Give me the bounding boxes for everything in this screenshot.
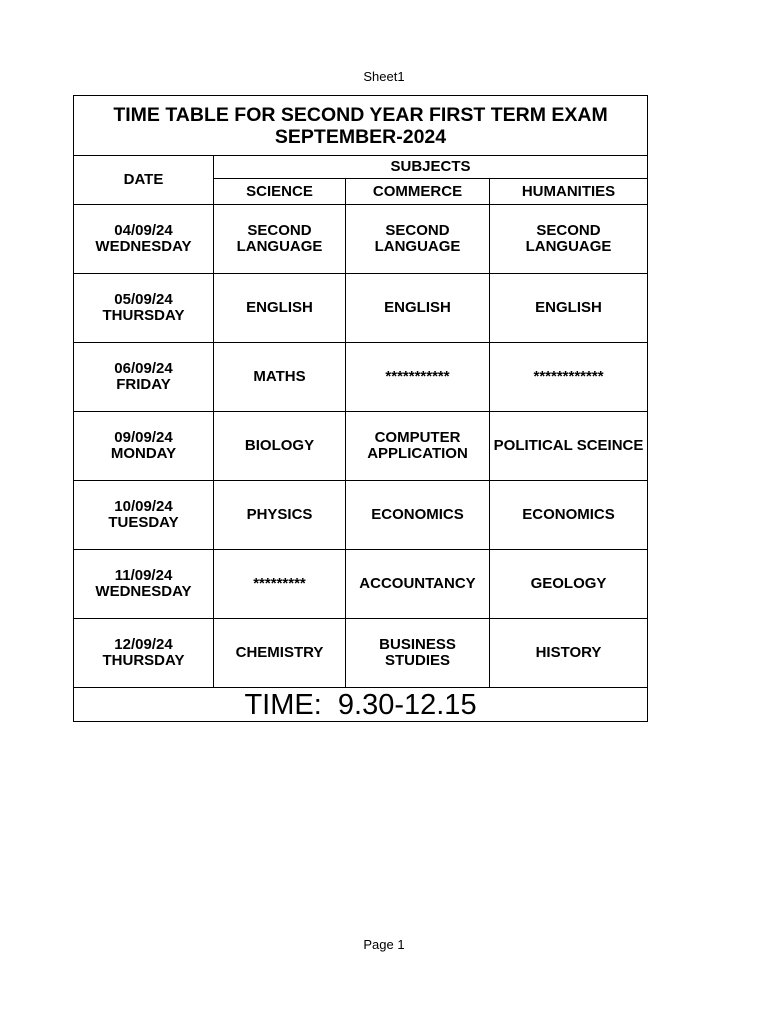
- timetable-title: TIME TABLE FOR SECOND YEAR FIRST TERM EXAM SEPTEMBER-2024: [74, 96, 648, 156]
- commerce-cell: COMPUTER APPLICATION: [346, 412, 490, 481]
- table-row: [74, 343, 648, 412]
- subjects-group-header: SUBJECTS: [214, 156, 648, 179]
- humanities-cell: POLITICAL SCEINCE: [490, 412, 648, 481]
- science-cell: SECOND LANGUAGE: [214, 205, 346, 274]
- humanities-column-header: HUMANITIES: [490, 179, 648, 205]
- science-cell: BIOLOGY: [214, 412, 346, 481]
- science-column-header: SCIENCE: [214, 179, 346, 205]
- date-cell: 10/09/24 TUESDAY: [74, 481, 214, 550]
- commerce-cell: SECOND LANGUAGE: [346, 205, 490, 274]
- science-cell: ENGLISH: [214, 274, 346, 343]
- science-cell: MATHS: [214, 343, 346, 412]
- date-cell: 11/09/24 WEDNESDAY: [74, 550, 214, 619]
- commerce-cell: BUSINESS STUDIES: [346, 619, 490, 688]
- commerce-cell: ***********: [346, 343, 490, 412]
- date-cell: 04/09/24 WEDNESDAY: [74, 205, 214, 274]
- humanities-cell: ENGLISH: [490, 274, 648, 343]
- humanities-cell: GEOLOGY: [490, 550, 648, 619]
- date-cell: 05/09/24 THURSDAY: [74, 274, 214, 343]
- date-column-header: DATE: [74, 156, 214, 205]
- exam-timetable: [73, 95, 648, 722]
- table-row: [74, 412, 648, 481]
- humanities-cell: ECONOMICS: [490, 481, 648, 550]
- humanities-cell: HISTORY: [490, 619, 648, 688]
- exam-time-note: TIME: 9.30-12.15: [74, 688, 648, 722]
- date-cell: 06/09/24 FRIDAY: [74, 343, 214, 412]
- science-cell: *********: [214, 550, 346, 619]
- table-row: [74, 205, 648, 274]
- date-cell: 12/09/24 THURSDAY: [74, 619, 214, 688]
- science-cell: CHEMISTRY: [214, 619, 346, 688]
- page-number-footer: Page 1: [363, 937, 405, 952]
- commerce-cell: ECONOMICS: [346, 481, 490, 550]
- table-row: [74, 481, 648, 550]
- commerce-cell: ENGLISH: [346, 274, 490, 343]
- table-row: [74, 619, 648, 688]
- humanities-cell: SECOND LANGUAGE: [490, 205, 648, 274]
- table-row: [74, 550, 648, 619]
- commerce-column-header: COMMERCE: [346, 179, 490, 205]
- commerce-cell: ACCOUNTANCY: [346, 550, 490, 619]
- humanities-cell: ************: [490, 343, 648, 412]
- table-row: [74, 274, 648, 343]
- date-cell: 09/09/24 MONDAY: [74, 412, 214, 481]
- sheet-name-header: Sheet1: [363, 69, 405, 84]
- science-cell: PHYSICS: [214, 481, 346, 550]
